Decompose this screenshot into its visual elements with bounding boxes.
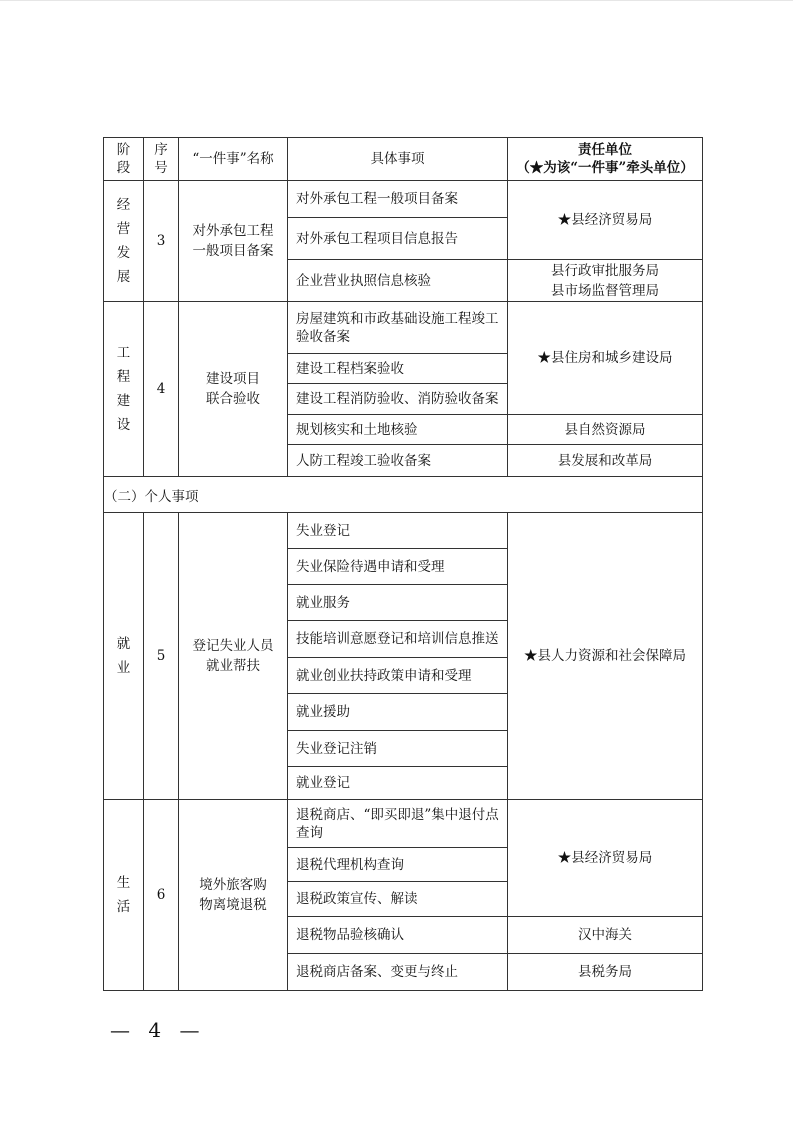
- item-cell: 企业营业执照信息核验: [288, 260, 508, 302]
- item-cell: 建设工程档案验收: [288, 354, 508, 384]
- header-dept-line1: 责任单位: [578, 142, 632, 158]
- seq-cell: 6: [144, 800, 179, 991]
- dept-cell: 县发展和改革局: [508, 445, 703, 477]
- table-header-row: [104, 138, 703, 181]
- item-cell: 失业登记: [288, 513, 508, 549]
- dept-cell: ★县人力资源和社会保障局: [508, 513, 703, 800]
- thing-name-cell: [179, 513, 288, 800]
- stage-text: 就业: [116, 636, 131, 676]
- item-cell: 规划核实和土地核验: [288, 415, 508, 445]
- table-row: [104, 800, 703, 848]
- seq-cell: 3: [144, 181, 179, 302]
- table-row: [104, 513, 703, 549]
- page-number: — 4 —: [110, 1018, 206, 1042]
- header-items: 具体事项: [288, 138, 508, 181]
- thing-name-cell: [179, 800, 288, 991]
- item-cell: 对外承包工程一般项目备案: [288, 181, 508, 218]
- item-cell: 就业援助: [288, 694, 508, 731]
- stage-cell: [104, 513, 144, 800]
- header-seq-text: 序号: [154, 142, 168, 176]
- header-stage-text: 阶段: [116, 142, 131, 176]
- dept-cell: ★县经济贸易局: [508, 800, 703, 917]
- item-cell: 就业创业扶持政策申请和受理: [288, 658, 508, 694]
- stage-cell: [104, 800, 144, 991]
- page-top-edge: [0, 0, 793, 1]
- header-seq: [144, 138, 179, 181]
- thing-name-cell: [179, 181, 288, 302]
- dept-cell: 汉中海关: [508, 917, 703, 954]
- stage-cell: [104, 302, 144, 477]
- header-stage: [104, 138, 144, 181]
- item-cell: 对外承包工程项目信息报告: [288, 218, 508, 260]
- section-title: （二）个人事项: [104, 477, 703, 513]
- seq-cell: 5: [144, 513, 179, 800]
- responsibility-table: [103, 137, 703, 991]
- item-cell: 退税物品验核确认: [288, 917, 508, 954]
- item-cell: 失业登记注销: [288, 731, 508, 767]
- dept-cell: 县税务局: [508, 954, 703, 991]
- stage-text: 经营发展: [116, 197, 131, 285]
- thing-name-text: 建设项目联合验收: [206, 371, 260, 407]
- section-row: [104, 477, 703, 513]
- item-cell: 就业服务: [288, 585, 508, 621]
- item-cell: 退税代理机构查询: [288, 848, 508, 882]
- dept-cell: ★县经济贸易局: [508, 181, 703, 260]
- seq-cell: 4: [144, 302, 179, 477]
- table-row: [104, 302, 703, 354]
- item-cell: 就业登记: [288, 767, 508, 800]
- dept-line: 县行政审批服务局: [551, 262, 659, 279]
- header-dept: [508, 138, 703, 181]
- item-cell: 建设工程消防验收、消防验收备案: [288, 384, 508, 415]
- item-cell: 退税商店备案、变更与终止: [288, 954, 508, 991]
- thing-name-cell: [179, 302, 288, 477]
- header-thing: “一件事”名称: [179, 138, 288, 181]
- stage-text: 工程建设: [116, 345, 131, 433]
- thing-name-text: 对外承包工程一般项目备案: [192, 223, 274, 259]
- item-cell: 人防工程竣工验收备案: [288, 445, 508, 477]
- thing-name-text: 登记失业人员就业帮扶: [192, 638, 274, 674]
- item-cell: 退税政策宣传、解读: [288, 882, 508, 917]
- dept-cell: 县自然资源局: [508, 415, 703, 445]
- stage-cell: [104, 181, 144, 302]
- item-cell: 退税商店、“即买即退”集中退付点查询: [288, 800, 508, 848]
- stage-text: 生活: [116, 875, 131, 915]
- dept-cell: ★县住房和城乡建设局: [508, 302, 703, 415]
- item-cell: 房屋建筑和市政基础设施工程竣工验收备案: [288, 302, 508, 354]
- header-dept-line2: （★为该“一件事”牵头单位）: [516, 160, 694, 176]
- item-cell: 失业保险待遇申请和受理: [288, 549, 508, 585]
- thing-name-text: 境外旅客购物离境退税: [199, 877, 267, 913]
- table-row: [104, 181, 703, 218]
- dept-line: 县市场监督管理局: [551, 282, 659, 299]
- item-cell: 技能培训意愿登记和培训信息推送: [288, 621, 508, 658]
- dept-cell: [508, 260, 703, 302]
